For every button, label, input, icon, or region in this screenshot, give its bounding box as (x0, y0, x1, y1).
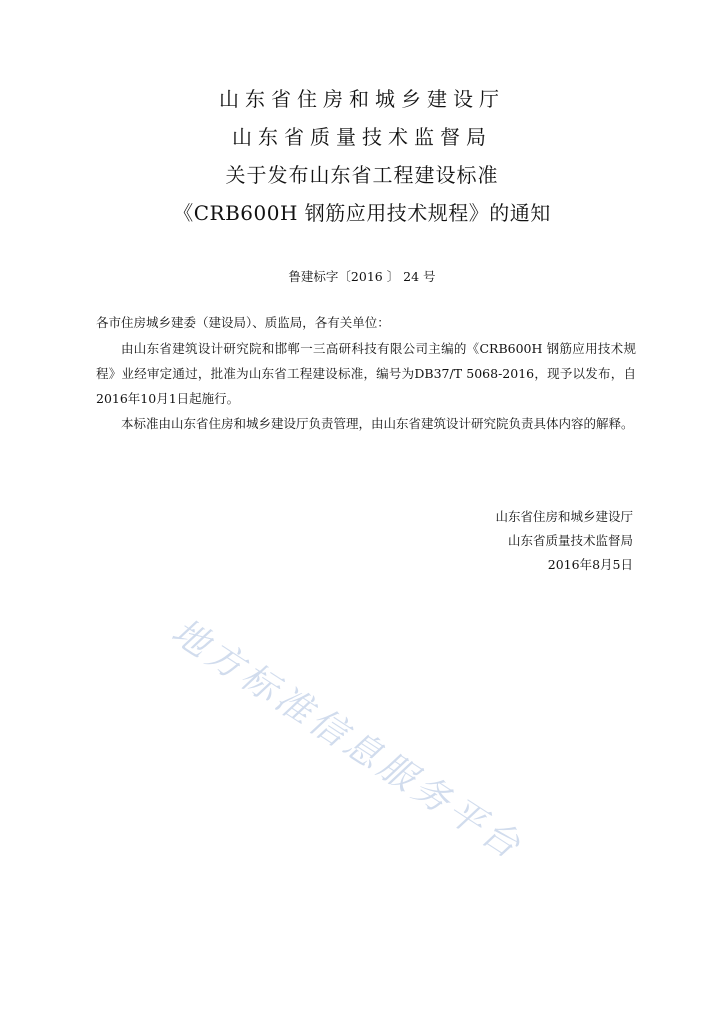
document-number: 鲁建标字〔2016 〕 24 号 (288, 269, 436, 284)
signature-issuer-2: 山东省质量技术监督局 (507, 533, 633, 548)
salutation: 各市住房城乡建委（建设局）、质监局，各有关单位： (96, 315, 390, 330)
body-paragraph-2: 本标准由山东省住房和城乡建设厅负责管理，由山东省建筑设计研究院负责具体内容的解释。 (121, 416, 634, 431)
issuer-title-1: 山东省住房和城乡建设厅 (219, 87, 505, 111)
watermark: 地方标准信息服务平台 (164, 611, 531, 869)
notice-title-line-1: 关于发布山东省工程建设标准 (225, 163, 499, 187)
body-paragraph-1: 由山东省建筑设计研究院和邯郸一三高研科技有限公司主编的《CRB600H 钢筋应用技术规程》业经审定通过，批准为山东省工程建设标准，编号为DB37/T 5068-2016，现予以发布，自2016年10月1日起施行。 (96, 341, 636, 406)
issuer-title-2: 山东省质量技术监督局 (232, 125, 492, 149)
notice-title-line-2: 《CRB600H 钢筋应用技术规程》的通知 (173, 201, 551, 225)
signature-issuer-1: 山东省住房和城乡建设厅 (495, 509, 633, 524)
signature-date: 2016年8月5日 (547, 557, 633, 572)
